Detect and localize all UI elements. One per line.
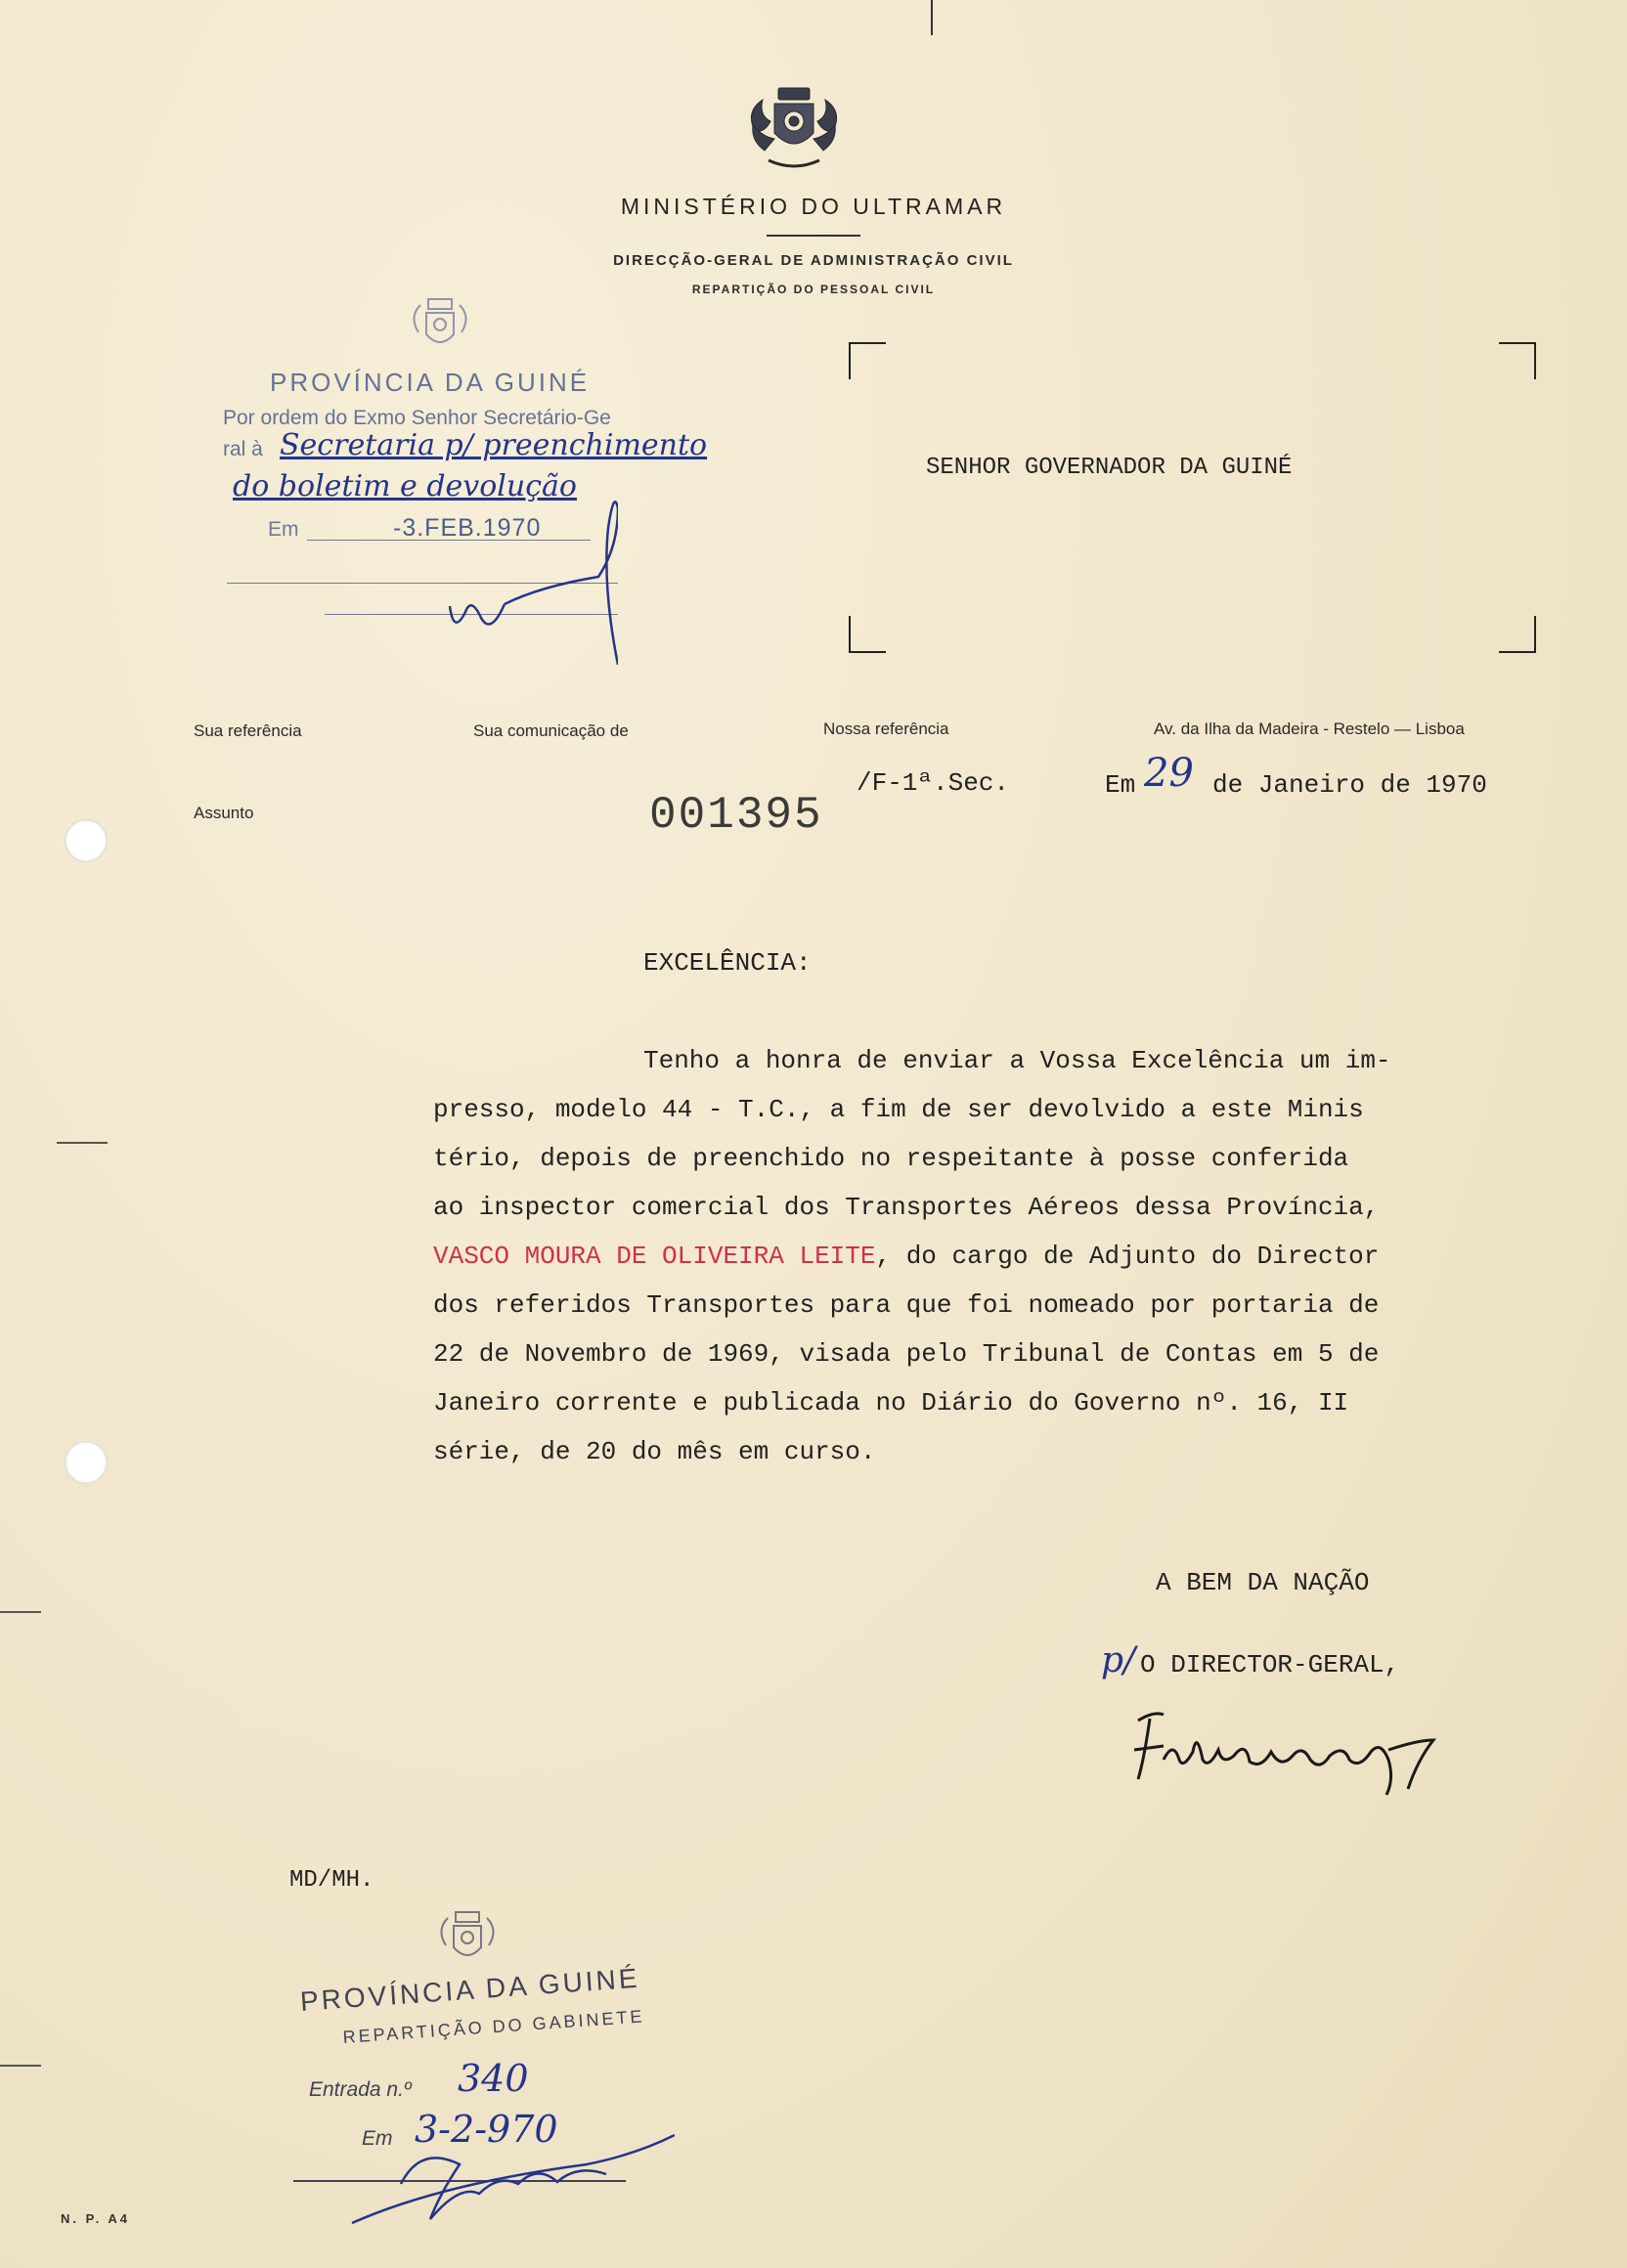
body-line-9: série, de 20 do mês em curso. (433, 1437, 876, 1466)
reference-number: 001395 (649, 790, 823, 841)
ministry-title: MINISTÉRIO DO ULTRAMAR (620, 194, 1007, 219)
stamp-handwritten-line1: Secretaria p/ preenchimento (280, 428, 708, 462)
stamp-top-line1: Por ordem do Exmo Senhor Secretário-Ge (223, 407, 611, 429)
stamp-top-line2-prefix: ral à (223, 438, 263, 460)
label-sua-referencia: Sua referência (194, 721, 302, 740)
coat-of-arms-emblem (735, 82, 853, 180)
address-corner-top-right (1499, 342, 1536, 379)
body-line-8: Janeiro corrente e publicada no Diário do Governo nº. 16, II (433, 1388, 1349, 1418)
label-assunto: Assunto (194, 804, 254, 822)
body-line-2: presso, modelo 44 - T.C., a fim de ser devolvido a este Minis (433, 1095, 1364, 1124)
stamp-bottom-title: PROVÍNCIA DA GUINÉ (299, 1962, 641, 2017)
stamp-top-date: -3.FEB.1970 (393, 514, 542, 542)
body-line-4: ao inspector comercial dos Transportes Aéreos dessa Província, (433, 1193, 1380, 1222)
stamp-bottom-entrada-label: Entrada n.º (309, 2078, 412, 2101)
margin-mark-1 (57, 1142, 108, 1144)
address-corner-top-left (849, 342, 886, 379)
body-line-6: dos referidos Transportes para que foi nomeado por portaria de (433, 1290, 1380, 1320)
body-line-5-rest: , do cargo de Adjunto do Director (875, 1242, 1380, 1271)
label-nossa-referencia: Nossa referência (823, 720, 949, 738)
department-line: REPARTIÇÃO DO PESSOAL CIVIL (691, 283, 936, 296)
province-stamp-bottom (293, 1906, 802, 2229)
typist-initials: MD/MH. (289, 1867, 374, 1894)
margin-mark-2 (0, 1611, 41, 1613)
stamp-crest-icon (399, 293, 481, 364)
stamp-bottom-em-value: 3-2-970 (415, 2108, 558, 2151)
body-line-1: Tenho a honra de enviar a Vossa Excelência um im- (643, 1046, 1391, 1075)
salutation: EXCELÊNCIA: (643, 948, 812, 978)
margin-mark-3 (0, 2065, 41, 2067)
label-sua-comunicacao: Sua comunicação de (473, 721, 629, 740)
stamp-top-title: PROVÍNCIA DA GUINÉ (270, 368, 591, 397)
reference-code: /F-1ª.Sec. (857, 768, 1010, 798)
body-line-5 (433, 1242, 1379, 1271)
directorate-line: DIRECÇÃO-GERAL DE ADMINISTRAÇÃO CIVIL (613, 252, 1014, 269)
signatory: O DIRECTOR-GERAL, (1140, 1650, 1400, 1679)
stamp-handwritten-line2: do boletim e devolução (233, 469, 577, 503)
body-line-7: 22 de Novembro de 1969, visada pelo Tribunal de Contas em 5 de (433, 1339, 1380, 1369)
director-signature (1124, 1701, 1447, 1799)
stamp-bottom-em-label: Em (362, 2127, 393, 2150)
reference-date-day: 29 (1144, 751, 1194, 796)
punch-hole-bottom (65, 1441, 108, 1484)
punch-hole-top (65, 819, 108, 862)
stamp-bottom-crest-icon (426, 1906, 508, 1979)
addressee: SENHOR GOVERNADOR DA GUINÉ (926, 455, 1293, 481)
top-fold-mark (931, 0, 933, 35)
stamp-top-em-label: Em (268, 518, 299, 541)
stamp-top-signature (422, 489, 618, 665)
label-address: Av. da Ilha da Madeira - Restelo — Lisboa (1154, 720, 1465, 738)
address-corner-bottom-left (849, 616, 886, 653)
stamp-bottom-signature (342, 2125, 675, 2229)
stamp-bottom-entrada-value: 340 (458, 2057, 529, 2100)
closing: A BEM DA NAÇÃO (1156, 1568, 1370, 1597)
body-line-3: tério, depois de preenchido no respeitante à posse conferida (433, 1144, 1349, 1173)
signatory-prefix: p/ (1101, 1640, 1136, 1680)
stamp-bottom-subtitle: REPARTIÇÃO DO GABINETE (342, 2006, 646, 2047)
province-stamp-top (217, 293, 765, 665)
reference-date-suffix: de Janeiro de 1970 (1212, 770, 1487, 800)
title-divider (767, 235, 860, 237)
name-highlight: VASCO MOURA DE OLIVEIRA LEITE (433, 1242, 876, 1271)
address-corner-bottom-right (1499, 616, 1536, 653)
reference-date-prefix: Em (1105, 770, 1136, 800)
form-code: N. P. A4 (61, 2211, 130, 2226)
